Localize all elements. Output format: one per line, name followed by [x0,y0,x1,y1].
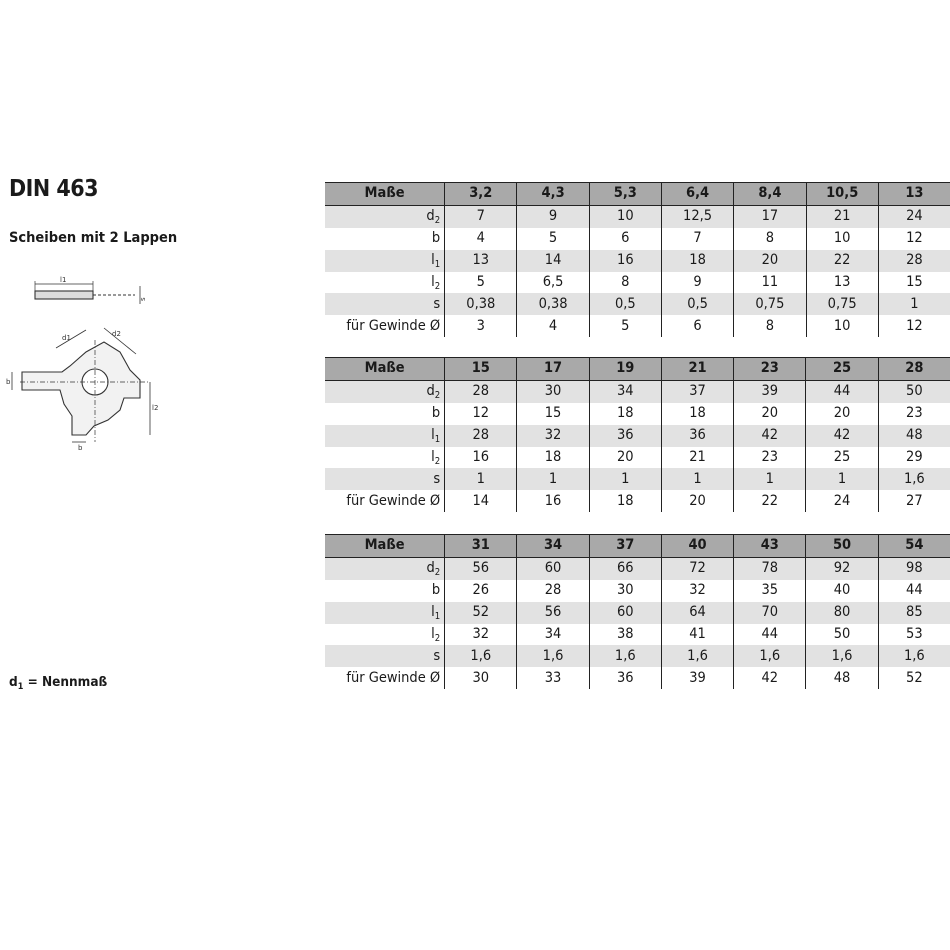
table-row [325,645,950,667]
value-cell: 1 [806,468,878,490]
label-d2: d2 [112,330,121,338]
value-cell: 34 [517,624,589,646]
value-cell: 24 [806,490,878,512]
value-cell: 3 [445,315,517,337]
value-cell: 1,6 [878,468,950,490]
value-cell: 8 [734,228,806,250]
size-header-cell: 21 [661,358,733,381]
row-label: $l_1$ [325,425,445,447]
value-cell: 17 [734,205,806,227]
value-cell: 13 [445,250,517,272]
size-header-cell: 5,3 [589,183,661,206]
value-cell: 23 [878,403,950,425]
table-header-row [325,183,950,206]
value-cell: 1 [661,468,733,490]
value-cell: 10 [806,228,878,250]
table-row [325,403,950,425]
value-cell: 1,6 [806,645,878,667]
d1-dimension-line [56,330,86,348]
value-cell: 20 [734,250,806,272]
value-cell: 12,5 [661,205,733,227]
table-row [325,557,950,579]
value-cell: 12 [445,403,517,425]
value-cell: 1,6 [734,645,806,667]
value-cell: 9 [661,272,733,294]
value-cell: 1 [517,468,589,490]
value-cell: 12 [878,315,950,337]
value-cell: 1,6 [445,645,517,667]
table-row [325,380,950,402]
value-cell: 36 [661,425,733,447]
value-cell: 7 [661,228,733,250]
value-cell: 21 [806,205,878,227]
size-header-cell: 34 [517,535,589,558]
label-d1: d1 [62,334,71,342]
dimension-table [325,534,950,689]
value-cell: 30 [445,667,517,689]
value-cell: 56 [517,602,589,624]
value-cell: 13 [806,272,878,294]
value-cell: 85 [878,602,950,624]
value-cell: 42 [734,425,806,447]
value-cell: 15 [878,272,950,294]
row-label: $l_2$ [325,624,445,646]
value-cell: 1,6 [878,645,950,667]
table-row [325,250,950,272]
value-cell: 92 [806,557,878,579]
value-cell: 64 [661,602,733,624]
value-cell: 22 [734,490,806,512]
value-cell: 39 [734,380,806,402]
washer-outline [22,342,140,435]
dimension-table [325,357,950,512]
value-cell: 37 [661,380,733,402]
row-label: b [325,228,445,250]
value-cell: 48 [806,667,878,689]
value-cell: 1 [734,468,806,490]
value-cell: 0,38 [445,293,517,315]
size-header-cell: 31 [445,535,517,558]
value-cell: 0,5 [589,293,661,315]
row-label: s [325,645,445,667]
value-cell: 5 [589,315,661,337]
value-cell: 53 [878,624,950,646]
value-cell: 28 [517,580,589,602]
value-cell: 50 [806,624,878,646]
value-cell: 56 [445,557,517,579]
size-header-cell: 10,5 [806,183,878,206]
value-cell: 1,6 [589,645,661,667]
value-cell: 60 [589,602,661,624]
value-cell: 1 [445,468,517,490]
value-cell: 24 [878,205,950,227]
value-cell: 22 [806,250,878,272]
size-header-cell: 4,3 [517,183,589,206]
value-cell: 1 [878,293,950,315]
value-cell: 20 [806,403,878,425]
value-cell: 28 [878,250,950,272]
value-cell: 44 [806,380,878,402]
side-view-body [35,291,93,299]
value-cell: 12 [878,228,950,250]
table-row [325,447,950,469]
row-label: $d_2$ [325,557,445,579]
value-cell: 30 [517,380,589,402]
value-cell: 8 [589,272,661,294]
label-b-left: b [6,378,11,386]
value-cell: 40 [806,580,878,602]
value-cell: 39 [661,667,733,689]
label-l1: l1 [60,276,67,284]
value-cell: 30 [589,580,661,602]
value-cell: 16 [517,490,589,512]
value-cell: 28 [445,380,517,402]
size-header-cell: 3,2 [445,183,517,206]
size-header-cell: 28 [878,358,950,381]
value-cell: 32 [445,624,517,646]
row-label: $l_2$ [325,272,445,294]
size-header-cell: 8,4 [734,183,806,206]
table-row [325,624,950,646]
value-cell: 0,5 [661,293,733,315]
row-label: b [325,403,445,425]
table-row [325,425,950,447]
value-cell: 36 [589,667,661,689]
size-header-cell: 37 [589,535,661,558]
value-cell: 36 [589,425,661,447]
value-cell: 98 [878,557,950,579]
value-cell: 32 [661,580,733,602]
value-cell: 18 [661,250,733,272]
value-cell: 9 [517,205,589,227]
value-cell: 20 [589,447,661,469]
row-label: für Gewinde Ø [325,315,445,337]
row-label: s [325,293,445,315]
value-cell: 44 [734,624,806,646]
value-cell: 20 [734,403,806,425]
size-header-cell: 40 [661,535,733,558]
value-cell: 11 [734,272,806,294]
label-b-bottom: b [78,444,83,452]
value-cell: 6,5 [517,272,589,294]
value-cell: 5 [517,228,589,250]
table-row [325,602,950,624]
size-header-cell: 23 [734,358,806,381]
value-cell: 18 [661,403,733,425]
size-header-cell: 25 [806,358,878,381]
value-cell: 4 [445,228,517,250]
table-row [325,228,950,250]
value-cell: 8 [734,315,806,337]
value-cell: 70 [734,602,806,624]
value-cell: 18 [589,403,661,425]
header-label: Maße [325,183,445,206]
value-cell: 14 [517,250,589,272]
dimension-table [325,182,950,337]
label-l2: l2 [152,404,159,412]
value-cell: 16 [445,447,517,469]
size-header-cell: 50 [806,535,878,558]
value-cell: 42 [806,425,878,447]
size-header-cell: 43 [734,535,806,558]
value-cell: 41 [661,624,733,646]
table-row [325,490,950,512]
size-header-cell: 6,4 [661,183,733,206]
row-label: für Gewinde Ø [325,490,445,512]
table-row [325,667,950,689]
value-cell: 6 [589,228,661,250]
value-cell: 23 [734,447,806,469]
value-cell: 27 [878,490,950,512]
value-cell: 6 [661,315,733,337]
row-label: $d_2$ [325,380,445,402]
size-header-cell: 15 [445,358,517,381]
value-cell: 10 [589,205,661,227]
value-cell: 0,75 [734,293,806,315]
size-header-cell: 54 [878,535,950,558]
value-cell: 26 [445,580,517,602]
value-cell: 52 [878,667,950,689]
value-cell: 42 [734,667,806,689]
row-label: s [325,468,445,490]
value-cell: 44 [878,580,950,602]
value-cell: 66 [589,557,661,579]
value-cell: 0,38 [517,293,589,315]
row-label: für Gewinde Ø [325,667,445,689]
value-cell: 18 [589,490,661,512]
table-row [325,468,950,490]
table-row [325,205,950,227]
value-cell: 35 [734,580,806,602]
footnote: $d_1$ = Nennmaß [9,674,108,692]
value-cell: 80 [806,602,878,624]
table-row [325,293,950,315]
size-header-cell: 13 [878,183,950,206]
value-cell: 34 [589,380,661,402]
table-header-row [325,535,950,558]
value-cell: 14 [445,490,517,512]
size-header-cell: 17 [517,358,589,381]
page-title: DIN 463 [9,176,99,202]
value-cell: 50 [878,380,950,402]
header-label: Maße [325,535,445,558]
value-cell: 32 [517,425,589,447]
value-cell: 0,75 [806,293,878,315]
value-cell: 1,6 [517,645,589,667]
value-cell: 28 [445,425,517,447]
row-label: $d_2$ [325,205,445,227]
table-row [325,315,950,337]
value-cell: 20 [661,490,733,512]
value-cell: 25 [806,447,878,469]
value-cell: 48 [878,425,950,447]
value-cell: 21 [661,447,733,469]
value-cell: 4 [517,315,589,337]
value-cell: 72 [661,557,733,579]
header-label: Maße [325,358,445,381]
value-cell: 18 [517,447,589,469]
value-cell: 15 [517,403,589,425]
size-header-cell: 19 [589,358,661,381]
table-row [325,580,950,602]
row-label: $l_2$ [325,447,445,469]
value-cell: 52 [445,602,517,624]
value-cell: 78 [734,557,806,579]
value-cell: 1 [589,468,661,490]
washer-drawing [0,270,160,455]
table-header-row [325,358,950,381]
row-label: $l_1$ [325,250,445,272]
label-s: s [139,297,147,301]
value-cell: 10 [806,315,878,337]
value-cell: 16 [589,250,661,272]
table-row [325,272,950,294]
row-label: b [325,580,445,602]
value-cell: 33 [517,667,589,689]
value-cell: 7 [445,205,517,227]
value-cell: 38 [589,624,661,646]
value-cell: 29 [878,447,950,469]
row-label: $l_1$ [325,602,445,624]
value-cell: 60 [517,557,589,579]
page-subtitle: Scheiben mit 2 Lappen [9,230,178,246]
value-cell: 1,6 [661,645,733,667]
value-cell: 5 [445,272,517,294]
